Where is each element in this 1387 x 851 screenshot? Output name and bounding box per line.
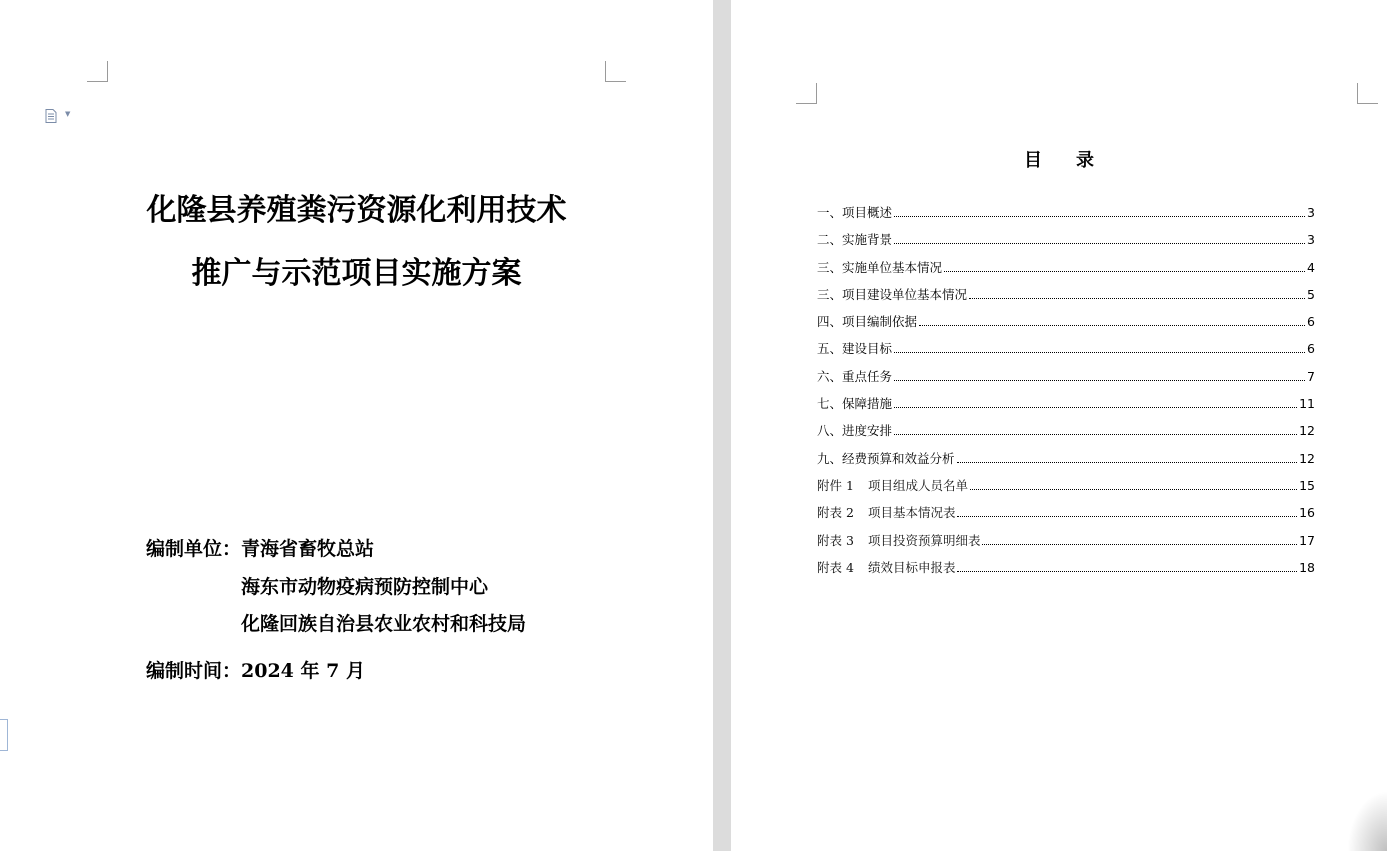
toc-appendix-label: 项目投资预算明细表 <box>867 532 981 548</box>
time-label: 编制时间： <box>146 660 242 682</box>
toc-entry[interactable] <box>817 312 1315 339</box>
toc-appendix-entry[interactable] <box>817 503 1315 530</box>
chevron-down-icon: ▼ <box>65 110 71 118</box>
toc-entry[interactable] <box>817 285 1315 312</box>
toc-appendix-entry[interactable] <box>817 476 1315 503</box>
toc-entry[interactable] <box>817 367 1315 394</box>
toc-entry-label: 六、重点任务 <box>817 368 893 384</box>
compiler-2: 海东市动物疫病预防控制中心 <box>241 576 489 598</box>
table-of-contents <box>817 203 1315 585</box>
toc-leader <box>894 434 1297 435</box>
toc-entry-label: 三、实施单位基本情况 <box>817 259 943 275</box>
toc-entry[interactable] <box>817 230 1315 257</box>
toc-entry-label: 四、项目编制依据 <box>817 314 918 330</box>
toc-appendix-prefix: 附表 2 <box>817 505 854 521</box>
toc-appendix-label: 项目组成人员名单 <box>867 477 968 493</box>
toc-leader <box>894 216 1305 217</box>
toc-appendix-entry[interactable] <box>817 558 1315 585</box>
page-curl-shadow <box>1347 791 1387 851</box>
toc-entry-page: 12 <box>1299 450 1315 466</box>
compiler-3: 化隆回族自治县农业农村和科技局 <box>241 613 527 635</box>
toc-appendix-label: 项目基本情况表 <box>867 505 956 521</box>
toc-entry-page: 3 <box>1307 232 1315 248</box>
toc-entry[interactable] <box>817 421 1315 448</box>
toc-entry-label: 三、项目建设单位基本情况 <box>817 286 968 302</box>
toc-leader <box>894 352 1305 353</box>
toc-entry-label: 九、经费预算和效益分析 <box>817 450 955 466</box>
toc-appendix-entry[interactable] <box>817 531 1315 558</box>
toc-leader <box>894 243 1305 244</box>
toc-entry-page: 3 <box>1307 205 1315 220</box>
toc-entry-page: 12 <box>1299 423 1315 439</box>
cover-title-line-1: 化隆县养殖粪污资源化利用技术 <box>146 193 567 228</box>
margin-corner-top-right <box>1357 83 1378 104</box>
toc-entry[interactable] <box>817 339 1315 366</box>
toc-entry-page: 4 <box>1307 259 1315 275</box>
toc-entry-page: 7 <box>1307 368 1315 384</box>
toc-leader <box>957 571 1297 572</box>
toc-entry[interactable] <box>817 203 1315 230</box>
page-margin-marker[interactable] <box>0 719 8 751</box>
toc-appendix-label: 绩效目标申报表 <box>867 559 956 575</box>
toc-leader <box>894 407 1297 408</box>
toc-leader <box>982 544 1297 545</box>
toc-title-char-1: 目 <box>1024 150 1042 171</box>
toc-entry[interactable] <box>817 258 1315 285</box>
toc-leader <box>919 325 1305 326</box>
toc-entry-page: 11 <box>1299 396 1315 412</box>
toc-title-char-2: 录 <box>1076 150 1094 171</box>
toc-entry-label: 七、保障措施 <box>817 396 893 412</box>
toc-entry-page: 15 <box>1299 477 1315 493</box>
toc-entry-label: 五、建设目标 <box>817 341 893 357</box>
toc-entry-label: 二、实施背景 <box>817 232 893 248</box>
compiler-1: 青海省畜牧总站 <box>241 538 375 560</box>
toc-leader <box>894 380 1305 381</box>
page-gap <box>713 0 731 851</box>
toc-entry-label: 八、进度安排 <box>817 423 893 439</box>
margin-corner-top-left <box>796 83 817 104</box>
toc-entry[interactable] <box>817 394 1315 421</box>
toc-entry-page: 6 <box>1307 314 1315 330</box>
toc-appendix-prefix: 附件 1 <box>817 477 854 493</box>
toc-entry-page: 6 <box>1307 341 1315 357</box>
time-value: 2024 年 7 月 <box>241 660 365 682</box>
toc-entry[interactable] <box>817 449 1315 476</box>
toc-entry-label: 一、项目概述 <box>817 205 893 220</box>
toc-appendix-prefix: 附表 4 <box>817 559 854 575</box>
cover-title-line-2: 推广与示范项目实施方案 <box>191 256 522 291</box>
toc-title <box>731 146 1387 172</box>
toc-leader <box>944 271 1305 272</box>
toc-leader <box>969 298 1305 299</box>
toc-leader <box>957 516 1297 517</box>
margin-corner-top-left <box>87 61 108 82</box>
toc-entry-page: 16 <box>1299 505 1315 521</box>
toc-entry-page: 17 <box>1299 532 1315 548</box>
toc-page <box>731 0 1387 851</box>
toc-leader <box>957 462 1298 463</box>
compiler-label: 编制单位： <box>146 538 242 560</box>
document-options-icon[interactable] <box>45 109 71 125</box>
toc-leader <box>970 489 1297 490</box>
toc-entry-page: 5 <box>1307 286 1315 302</box>
toc-appendix-prefix: 附表 3 <box>817 532 854 548</box>
toc-entry-page: 18 <box>1299 559 1315 575</box>
margin-corner-top-right <box>605 61 626 82</box>
